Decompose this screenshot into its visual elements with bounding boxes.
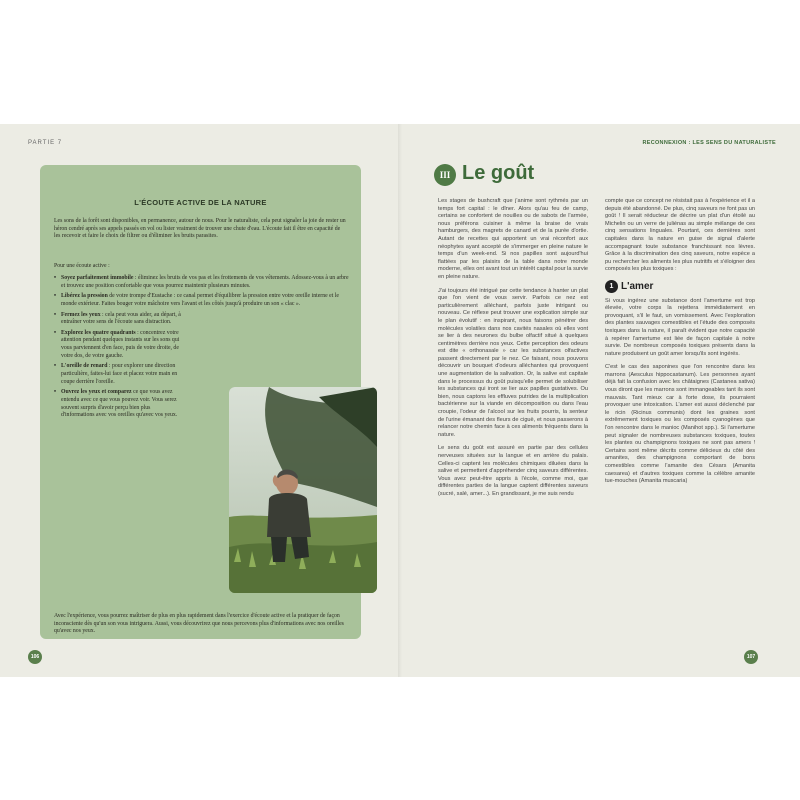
box-intro: Les sons de la forêt sont disponibles, en permanence, autour de nous. Pour le naturaliste, cela peut signaler la joie de rester un héron cendré après ses appels passés en vol ou lister vraiment de trouver une chute d'eau. L'écoute fait il être en capacité de les recevoir et faire le choix de filtrer ou d'éliminer les bruits parasites. [54,218,346,240]
box-outro: Avec l'expérience, vous pourrez maîtriser de plus en plus rapidement dans l'exercice d'écoute active et la pratiquer de façon inconsciente dès qu'un son vous intriguera. Aussi, vous découvrirez que nous percevons plus d'informations avec nos oreilles qu'avec nos yeux. [54,613,344,635]
running-head-right: RECONNEXION : LES SENS DU NATURALISTE [642,140,776,146]
chapter-number-badge: III [434,164,456,186]
paragraph: Le sens du goût est assuré en partie par des cellules nerveuses situées sur la langue et en arrière du palais. Celles-ci captent les molécules chimiques diluées dans la salive et permettent d'appréhender cinq saveurs différentes. Vous avez peut-être appris à l'école, comme moi, que différentes parties de la langue captent différentes saveurs (sucré, salé, amer...). En grandissant, je me suis rendu [438,445,588,497]
tip-item: • Ouvrez les yeux et comparez ce que vous avez entendu avec ce que vous pouvez voir. Vous serez souvent surpris d'avoir perçu bien plus d'informations avec vos oreilles qu'avec vos yeux. [54,389,183,420]
box-title: L'ÉCOUTE ACTIVE DE LA NATURE [134,198,267,207]
tip-item: • Fermez les yeux : cela peut vous aider, au départ, à entraîner votre sens de l'écoute sans distraction. [54,312,189,327]
paragraph: Si vous ingérez une substance dont l'amertume est trop élevée, votre corps la rejettera immédiatement en provoquant, s'il le faut, un vomissement. Avec l'exploration des plantes sauvages comestibles et l'étude des composés toxiques dans la nature, il paraît évident que notre capacité à repérer l'amertume est liée de façon capitale à notre survie. De nombreux composés toxiques présents dans la nature produisent un goût amer lorsqu'ils sont ingérés. [605,297,755,357]
photo-man-listening [229,387,377,593]
page-number-left: 106 [28,650,42,664]
section-number-badge: 1 [605,280,618,293]
paragraph: Les stages de bushcraft que j'anime sont rythmés par un temps fort capital : le dîner. Alors qu'au feu de camp, certains se confortent de nouilles ou de sabots de l'armée, nous préférons cuisiner à même la braise de vrais hamburgers, des magrets de canard et de la purée d'ortie. Autant de recettes qui apportent un vrai réconfort aux néophytes ayant accepté de s'immerger en pleine nature le temps d'un week-end. Si nos papilles sont aujourd'hui flattées par les plaisirs de la table dans notre monde moderne, elles ont avant tout un intérêt capital pour la survie en pleine nature. [438,198,588,280]
book-spread [0,124,800,677]
box-lead: Pour une écoute active : [54,263,110,269]
tip-item: • Soyez parfaitement immobile : éliminez les bruits de vos pas et les frottements de vos vêtements. Adossez-vous à un arbre et trouvez une position confortable que vous pourrez maintenir plusieurs minutes. [54,275,353,290]
section-title: L'amer [621,280,654,292]
sidebar-box [40,165,361,639]
section-heading [605,280,755,294]
tip-item: • Libérez la pression de votre trompe d'Eustache : ce canal permet d'équilibrer la pression entre votre oreille interne et le monde extérieur. Faites bouger votre mâchoire vers l'avant et les côtés jusqu'à produire un son « clac ». [54,293,353,308]
text-column-2 [605,198,755,492]
chapter-title: Le goût [462,162,535,184]
gutter-shadow [398,124,402,677]
running-head-left: PARTIE 7 [28,140,63,146]
paragraph: compte que ce concept ne résistait pas à l'expérience et il a depuis été abandonné. De plus, cinq saveurs ne font pas un goût ! Il serait réducteur de décrire un plat d'un étoilé au Michelin ou un verre de juliénas au simple mélange de ces cinq sensations linguales. Pourtant, ces dernières sont capitales dans la nature en guise de signal d'alerte accompagnant toute substance franchissant nos lèvres. Grâce à la discrimination des cinq saveurs, notre espèce a pu rechercher les aliments les plus nutritifs et s'éloigner des composés les plus toxiques : [605,198,755,273]
tip-item: • L'oreille de renard : pour explorer une direction particulière, faites-lui face et placez votre main en coupe derrière l'oreille. [54,363,183,386]
paragraph: C'est le cas des saponines que l'on rencontre dans les marrons (Aesculus hippocastanum). Les personnes ayant déjà fait la confusion avec les châtaignes (Castanea sativa) vous diront que les marrons sont immangeables tant ils sont mauvais. Tant mieux car à forte dose, ils pourraient provoquer une intoxication. L'amer est aussi déclenché par le ricin (Ricinus communis) dont les graines sont extrêmement toxiques ou les composés cyanogènes que l'on rencontre dans le manioc (Manihot spp.). Si l'amertume peut signaler de nombreuses substances toxiques, toutes les plantes ou champignons toxiques ne sont pas amers ! Certains sont même décrits comme délicieux du côté des amanites, des champignons comportant de bons comestibles comme l'amanite des Césars (Amanita caesarea) et d'autres toxiques comme la célèbre amanite tue-mouches (Amanita muscaria) [605,364,755,485]
forest-photo-illustration [229,387,377,593]
paragraph: J'ai toujours été intrigué par cette tendance à hanter un plat que l'on vient de vous servir. Parfois ce nez est particulièrement alléchant, parfois juste intrigant ou nouveau. Ce réflexe peut trouver une explication simple sur le plan évolutif : en inspirant, nous faisons pénétrer des molécules volatiles dans nos cavités nasales où elles vont se lier à des neurones du bulbe olfactif situé à quelques centimètres derrière nos yeux. Cette perception des odeurs est dite « orthonasale » car les substances olfactives passent directement par le nez. Ce faisant, nous pouvons découvrir un bouquet d'odeurs alléchantes qui provoquent une augmentation de la salivation. Or, la salive est capitale dans le processus du goût puisqu'elle permet de solubiliser les substances qui iront se lier aux papilles gustatives. Ou bien, nous captons les effluves putrides de la multiplication bactérienne sur la viande en décomposition ou dans l'eau croupie, l'odeur de l'alcool sur les fruits pourris, la senteur de l'urine émanant des fleurs de ciguë, et nous passerons à relancer notre chemin face à ces aliments fréquents dans la nature. [438,287,588,438]
page-number-right: 107 [744,650,758,664]
tip-item: • Explorez les quatre quadrants : concentrez votre attention pendant quelques instants sur les sons qui vous parviennent d'en face, puis de votre droite, de votre dos, de votre gauche. [54,330,189,361]
text-column-1 [438,198,588,505]
